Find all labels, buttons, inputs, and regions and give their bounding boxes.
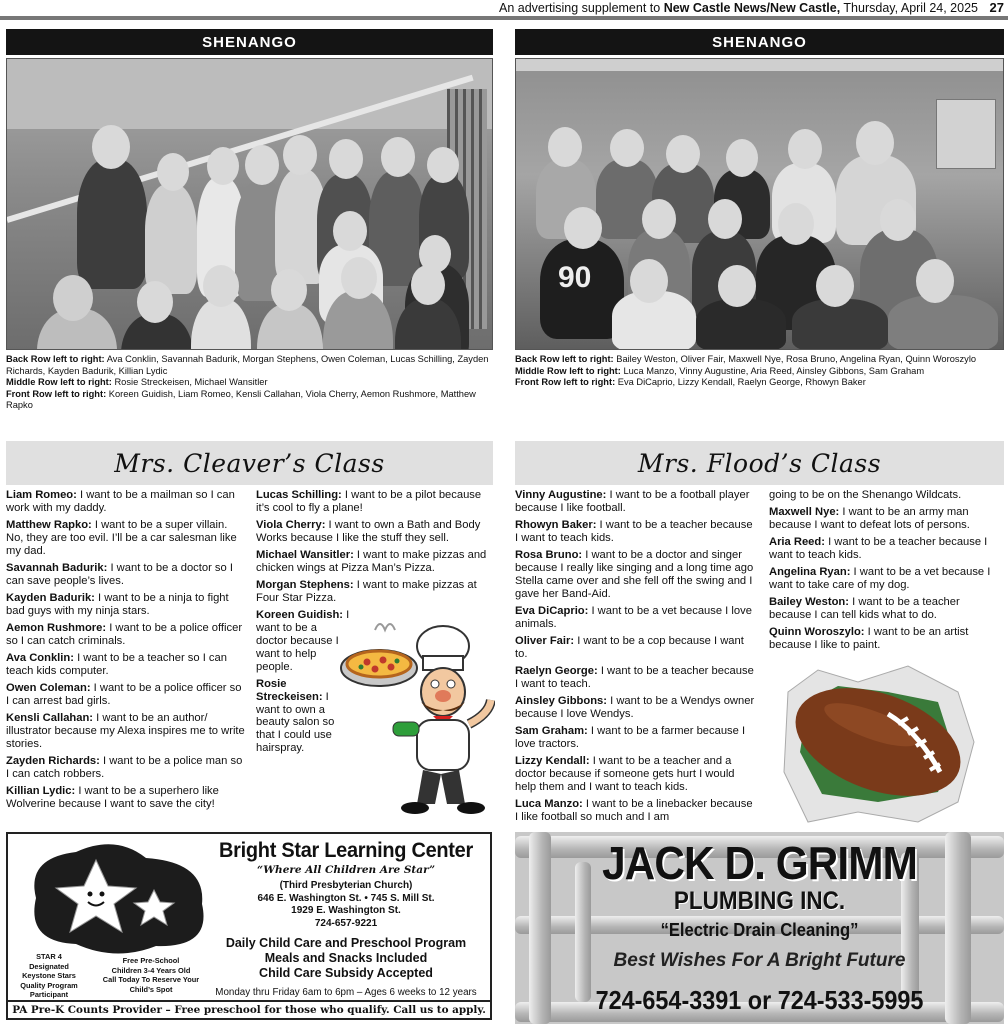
- program-line: Meals and Snacks Included: [264, 951, 428, 965]
- grimm-text-block: [515, 838, 1004, 1016]
- service: “Electric Drain Cleaning”: [660, 920, 859, 940]
- answer-item: Matthew Rapko: I want to be a super villain. No, they are too evil. I’ll be a car salesman like my dad.: [6, 519, 237, 557]
- answer-item: Morgan Stephens: I want to make pizzas at Four Star Pizza.: [256, 579, 477, 604]
- ad-text-block: [202, 839, 490, 998]
- business-name: JACK D. GRIMM: [602, 837, 917, 889]
- football-illustration: [778, 662, 978, 832]
- answer-item: Vinny Augustine: I want to be a football player because I like football.: [515, 489, 750, 514]
- star-logo: [16, 838, 216, 958]
- cleaver-answers-col1: [6, 489, 246, 815]
- prek-footer: PA Pre-K Counts Provider – Free preschool for those who qualify. Call us to apply.: [8, 1000, 490, 1018]
- grimm-plumbing-ad: [515, 832, 1004, 1024]
- answer-item: Zayden Richards: I want to be a police man so I can catch robbers.: [6, 754, 243, 780]
- program-line: Daily Child Care and Preschool Program: [225, 936, 467, 950]
- answer-item: Oliver Fair: I want to be a cop because I want to.: [515, 634, 744, 660]
- address-line: 1929 E. Washington St.: [291, 905, 401, 916]
- prek-note: Free Pre-School Children 3-4 Years Old Call Today To Reserve Your Child’s Spot: [102, 956, 200, 994]
- issue-date: Thursday, April 24, 2025: [843, 1, 978, 15]
- pizza-icon: [347, 651, 411, 677]
- right-banner: SHENANGO: [515, 29, 1004, 55]
- cleaver-photo-caption: Back Row left to right: Ava Conklin, Savannah Badurik, Morgan Stephens, Owen Coleman, Lucas Schilling, Zayden Richards, Kayden Badurik, Killian Lydic Middle Row left to right: Rosie Streckeisen, Michael Wansitler Front Row left to right: Koreen Guidish, Liam Romeo, Kensli Callahan, Viola Cherry, Aemon Rushmore, Matthew Rapko: [6, 354, 489, 411]
- answer-continuation: going to be on the Shenango Wildcats.: [769, 489, 962, 501]
- flood-answers-col2: [769, 489, 1004, 656]
- answer-item: Michael Wansitler: I want to make pizzas and chicken wings at Pizza Man’s Pizza.: [256, 549, 487, 574]
- answer-item: Luca Manzo: I want to be a linebacker because I like football so much and I am: [515, 797, 753, 823]
- hours: Monday thru Friday 6am to 6pm – Ages 6 weeks to 12 years: [215, 987, 477, 998]
- tagline: “Where All Children Are Star”: [256, 864, 436, 876]
- answer-item: Kensli Callahan: I want to be an author/ illustrator because my Alexa inspires me to write stories.: [6, 711, 245, 750]
- answer-item: Angelina Ryan: I want to be a vet because I want to take care of my dog.: [769, 566, 991, 591]
- answer-item: Sam Graham: I want to be a farmer because I love tractors.: [515, 724, 746, 750]
- header-rule: [0, 16, 1008, 20]
- answer-item: Rosie Streckeisen: I want to own a beauty salon so that I could use hairspray.: [256, 677, 335, 755]
- answer-item: Rosa Bruno: I want to be a doctor and singer because I really like singing and a long time ago Stella came over and she fell off the swing and I gave her Band-Aid.: [515, 549, 754, 600]
- star4-note: STAR 4 Designated Keystone Stars Quality Program Participant: [20, 952, 78, 1000]
- chef-apron: [417, 720, 469, 770]
- answer-item: Bailey Weston: I want to be a teacher because I can tell kids what to do.: [769, 596, 960, 621]
- answer-item: Aria Reed: I want to be a teacher because I want to teach kids.: [769, 536, 988, 561]
- answer-item: Maxwell Nye: I want to be an army man because I want to defeat lots of persons.: [769, 506, 970, 531]
- answer-item: Rhowyn Baker: I want to be a teacher because I want to teach kids.: [515, 519, 753, 544]
- supplement-line: [499, 1, 978, 15]
- answer-item: Raelyn George: I want to be a teacher because I want to teach.: [515, 664, 754, 690]
- supplement-prefix: An advertising supplement to: [499, 1, 661, 15]
- phone-number: 724-657-9221: [314, 917, 378, 929]
- flood-class-photo: [515, 58, 1004, 350]
- answer-item: Owen Coleman: I want to be a police officer so I can arrest bad girls.: [6, 681, 242, 707]
- cleaver-class-title: Mrs. Cleaver’s Class: [6, 441, 493, 485]
- answer-item: Savannah Badurik: I want to be a doctor so I can save people’s lives.: [6, 561, 233, 587]
- page-number: 27: [989, 0, 1004, 15]
- answer-item: Ava Conklin: I want to be a teacher so I can teach kids computer.: [6, 651, 227, 677]
- program-line: Child Care Subsidy Accepted: [259, 966, 433, 980]
- bright-star-ad: [6, 832, 492, 1020]
- jersey-number: 90: [558, 261, 592, 294]
- answer-item: Liam Romeo: I want to be a mailman so I can work with my daddy.: [6, 489, 235, 514]
- answer-item: Killian Lydic: I want to be a superhero like Wolverine because I want to save the city!: [6, 784, 219, 810]
- flood-answers-col1: [515, 489, 757, 828]
- answer-item: Eva DiCaprio: I want to be a vet because I love animals.: [515, 604, 752, 630]
- answer-item: Lizzy Kendall: I want to be a teacher and a doctor because if someone gets hurt I would help them and I want to teach kids.: [515, 754, 735, 793]
- answer-item: Quinn Woroszylo: I want to be an artist because I like to paint.: [769, 626, 969, 651]
- flood-class-title: Mrs. Flood’s Class: [515, 441, 1004, 485]
- center-name: Bright Star Learning Center: [219, 839, 473, 862]
- church-name: (Third Presbyterian Church): [279, 880, 413, 891]
- left-banner: SHENANGO: [6, 29, 493, 55]
- flood-photo-caption: Back Row left to right: Bailey Weston, Oliver Fair, Maxwell Nye, Rosa Bruno, Angelina Ryan, Quinn Woroszylo Middle Row left to right: Luca Manzo, Vinny Augustine, Aria Reed, Ainsley Gibbons, Sam Graham Front Row left to right: Eva DiCaprio, Lizzy Kendall, Raelyn George, Rhowyn Baker: [515, 354, 977, 388]
- answer-item: Koreen Guidish: I want to be a doctor because I want to help people.: [256, 609, 350, 673]
- phone-numbers: 724-654-3391 or 724-533-5995: [595, 985, 924, 1015]
- pizza-chef-illustration: [335, 620, 495, 820]
- answer-item: Ainsley Gibbons: I want to be a Wendys owner because I love Wendys.: [515, 694, 755, 720]
- answer-item: Viola Cherry: I want to own a Bath and Body Works because I like the stuff they sell.: [256, 519, 481, 544]
- steam-icon: [375, 624, 395, 630]
- answer-item: Aemon Rushmore: I want to be a police officer so I can catch criminals.: [6, 621, 243, 647]
- answer-item: Lucas Schilling: I want to be a pilot because it’s cool to fly a plane!: [256, 489, 482, 514]
- answer-item: Kayden Badurik: I want to be a ninja to fight bad guys with my ninja stars.: [6, 591, 229, 617]
- cleaver-class-photo: [6, 58, 493, 350]
- address-line: 646 E. Washington St. • 745 S. Mill St.: [257, 892, 435, 904]
- company-name: PLUMBING INC.: [673, 887, 846, 915]
- paper-name: New Castle News/New Castle,: [663, 1, 841, 15]
- wish: Best Wishes For A Bright Future: [613, 950, 906, 971]
